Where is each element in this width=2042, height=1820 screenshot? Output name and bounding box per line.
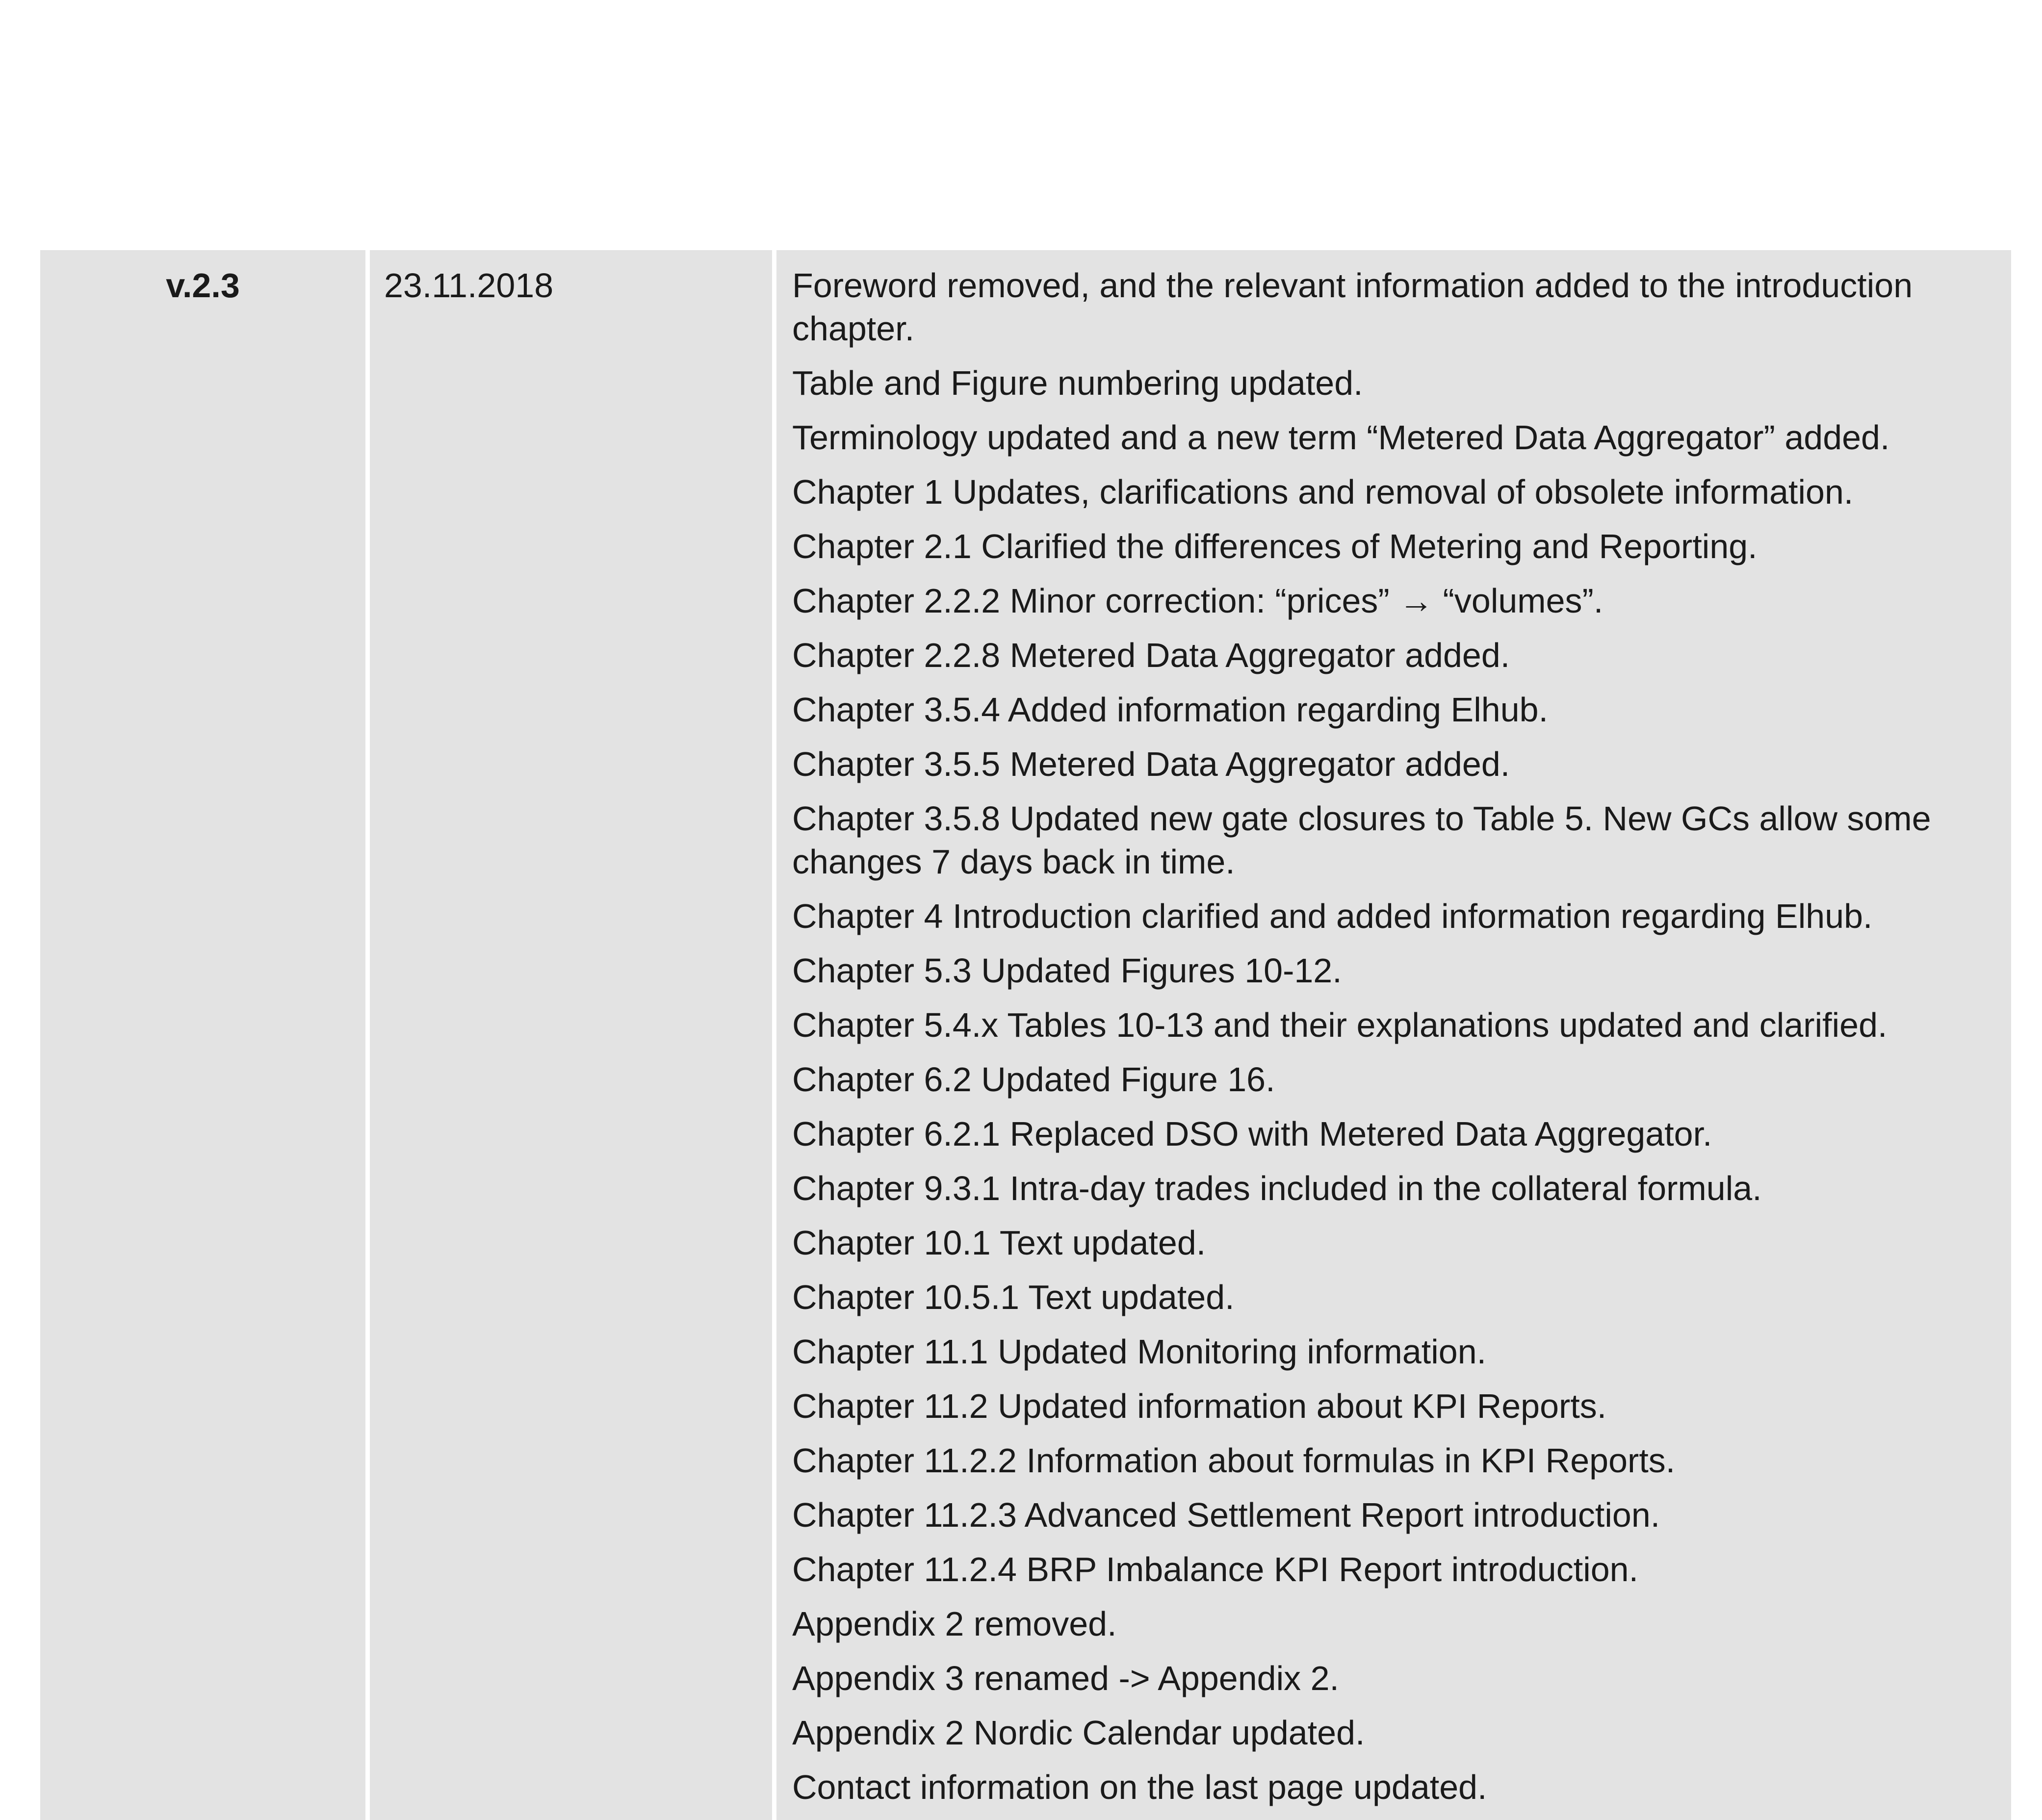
change-item: Appendix 2 Nordic Calendar updated.	[792, 1714, 1365, 1752]
change-item: Table and Figure numbering updated.	[792, 364, 1363, 402]
change-item: Foreword removed, and the relevant information added to the introduction chapter.	[792, 266, 1913, 348]
change-item: Chapter 11.1 Updated Monitoring information.	[792, 1333, 1487, 1371]
changes-list	[792, 264, 2001, 1809]
change-item: Chapter 10.1 Text updated.	[792, 1224, 1206, 1262]
change-item: Chapter 2.2.8 Metered Data Aggregator added.	[792, 636, 1510, 674]
change-item: Appendix 3 renamed -> Appendix 2.	[792, 1659, 1339, 1697]
change-item: Chapter 3.5.8 Updated new gate closures to Table 5. New GCs allow some changes 7 days back in time.	[792, 799, 1931, 881]
change-item: Chapter 11.2.4 BRP Imbalance KPI Report introduction.	[792, 1550, 1639, 1589]
change-item: Terminology updated and a new term “Metered Data Aggregator” added.	[792, 418, 1890, 457]
change-item: Chapter 11.2.2 Information about formulas in KPI Reports.	[792, 1441, 1676, 1480]
change-item: Chapter 3.5.4 Added information regarding Elhub.	[792, 691, 1549, 729]
revision-date: 23.11.2018	[384, 266, 554, 305]
change-item: Chapter 10.5.1 Text updated.	[792, 1278, 1235, 1316]
change-item: Appendix 2 removed.	[792, 1605, 1117, 1643]
change-item: Chapter 2.1 Clarified the differences of Metering and Reporting.	[792, 527, 1758, 565]
version-cell	[40, 250, 365, 1820]
change-item: Chapter 5.3 Updated Figures 10-12.	[792, 951, 1342, 990]
revision-history-table	[40, 250, 2011, 1820]
change-item: Chapter 11.2.3 Advanced Settlement Report introduction.	[792, 1496, 1660, 1534]
change-item: Chapter 6.2.1 Replaced DSO with Metered Data Aggregator.	[792, 1115, 1712, 1153]
date-cell	[370, 250, 772, 1820]
change-item: Chapter 11.2 Updated information about KPI Reports.	[792, 1387, 1607, 1425]
change-item: Contact information on the last page updated.	[792, 1768, 1487, 1806]
change-item: Chapter 4 Introduction clarified and added information regarding Elhub.	[792, 897, 1873, 935]
change-item: Chapter 3.5.5 Metered Data Aggregator added.	[792, 745, 1510, 783]
change-item: Chapter 6.2 Updated Figure 16.	[792, 1060, 1275, 1099]
version-number: v.2.3	[166, 266, 240, 305]
change-item: Chapter 1 Updates, clarifications and removal of obsolete information.	[792, 473, 1854, 511]
change-item: Chapter 2.2.2 Minor correction: “prices” → “volumes”.	[792, 582, 1603, 620]
changes-cell	[776, 250, 2011, 1820]
change-item: Chapter 9.3.1 Intra-day trades included in the collateral formula.	[792, 1169, 1762, 1207]
change-item: Chapter 5.4.x Tables 10-13 and their explanations updated and clarified.	[792, 1006, 1887, 1044]
